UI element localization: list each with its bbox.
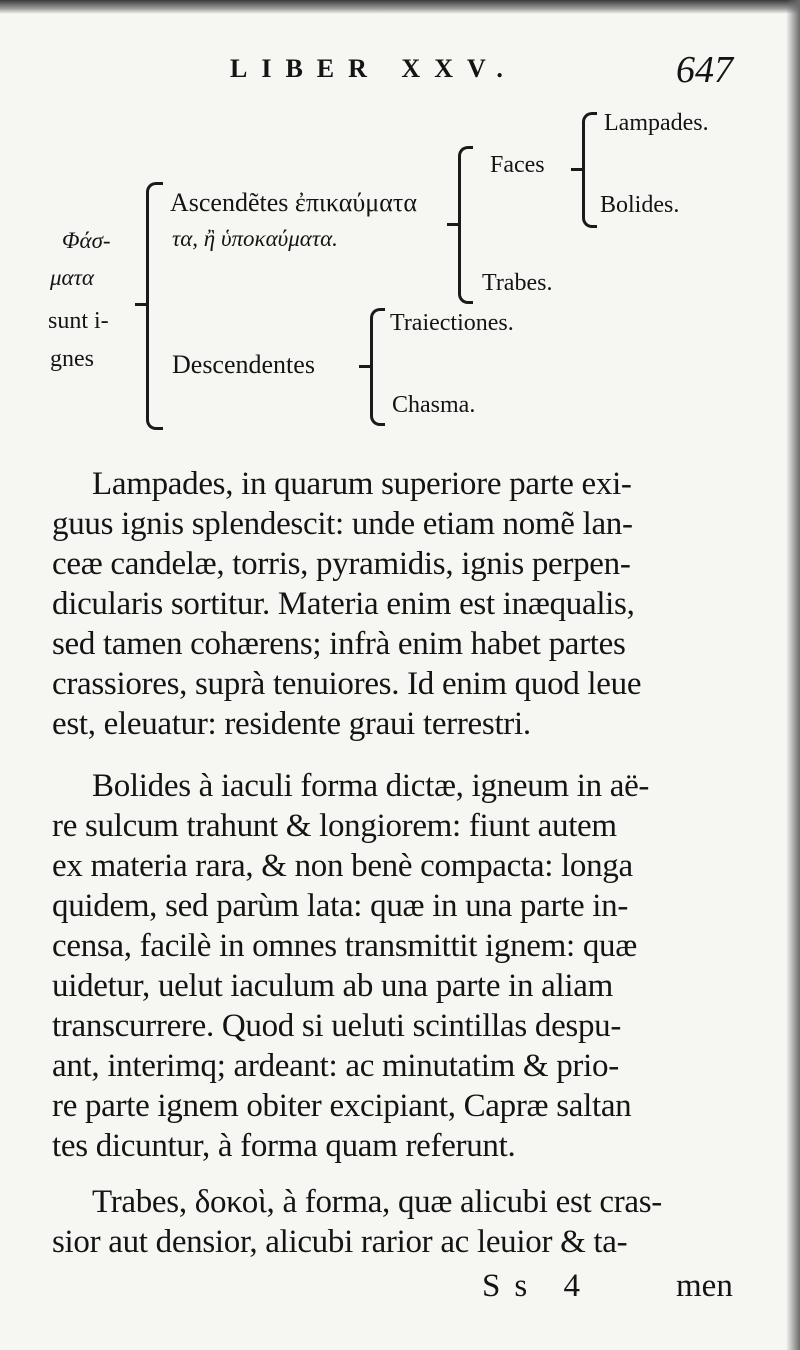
text-line: guus ignis splendescit: unde etiam nomẽ lan-	[52, 506, 633, 542]
page-right-edge-shadow	[786, 0, 800, 1350]
text-line: censa, facilè in omnes transmittit ignem: quæ	[52, 928, 637, 964]
text-line: crassiores, suprà tenuiores. Id enim quod leue	[52, 666, 642, 702]
text-line: est, eleuatur: residente graui terrestri.	[52, 706, 531, 742]
text-line: re sulcum trahunt & longiorem: fiunt autem	[52, 808, 617, 844]
descendentes-label: Descendentes	[172, 350, 315, 379]
chasma-label: Chasma.	[392, 392, 476, 418]
text-line: re parte ignem obiter excipiant, Capræ saltan	[52, 1088, 632, 1124]
text-line: ex materia rara, & non benè compacta: longa	[52, 848, 633, 884]
trabes-label: Trabes.	[482, 270, 553, 296]
text-line: sior aut densior, alicubi rarior ac leuior & ta-	[52, 1224, 628, 1260]
text-line: Trabes, δοκοὶ, à forma, quæ alicubi est cras-	[92, 1184, 662, 1220]
text-line: ceæ candelæ, torris, pyramidis, ignis perpen-	[52, 546, 631, 582]
text-line: sed tamen cohærens; infrà enim habet partes	[52, 626, 626, 662]
page-number: 647	[676, 49, 733, 91]
ascendentes-brace	[458, 146, 473, 304]
text-line: quidem, sed parùm lata: quæ in una parte in-	[52, 888, 629, 924]
lampades-label: Lampades.	[604, 110, 709, 136]
faces-brace	[582, 112, 597, 228]
descendentes-brace	[370, 308, 385, 426]
page-top-edge-shadow	[0, 0, 800, 14]
signature-mark: Ss 4	[482, 1268, 594, 1304]
root-label-latin-1: sunt i-	[48, 308, 109, 334]
root-label-greek-1: Φάσ-	[62, 228, 111, 253]
bolides-label: Bolides.	[600, 192, 680, 218]
main-brace	[146, 182, 163, 430]
text-line: transcurrere. Quod si ueluti scintillas despu-	[52, 1008, 622, 1044]
traiectiones-label: Traiectiones.	[390, 310, 514, 336]
text-line: dicularis sortitur. Materia enim est inæqualis,	[52, 586, 635, 622]
text-line: ant, interimq; ardeant: ac minutatim & prio-	[52, 1048, 619, 1084]
ascendentes-label: Ascendẽtes ἐπικαύματα	[170, 188, 417, 217]
text-line: Bolides à iaculi forma dictæ, igneum in aë-	[92, 768, 650, 804]
root-label-latin-2: gnes	[50, 346, 94, 372]
running-head: LIBER XXV.	[230, 54, 517, 83]
faces-label: Faces	[490, 152, 545, 178]
catchword: men	[676, 1268, 733, 1304]
ascendentes-greek-label: τα, ἢ ὑποκαύματα.	[172, 226, 338, 251]
text-line: uidetur, uelut iaculum ab una parte in aliam	[52, 968, 613, 1004]
text-line: tes dicuntur, à forma quam referunt.	[52, 1128, 516, 1164]
text-line: Lampades, in quarum superiore parte exi-	[92, 466, 632, 502]
root-label-greek-2: ματα	[50, 265, 94, 290]
